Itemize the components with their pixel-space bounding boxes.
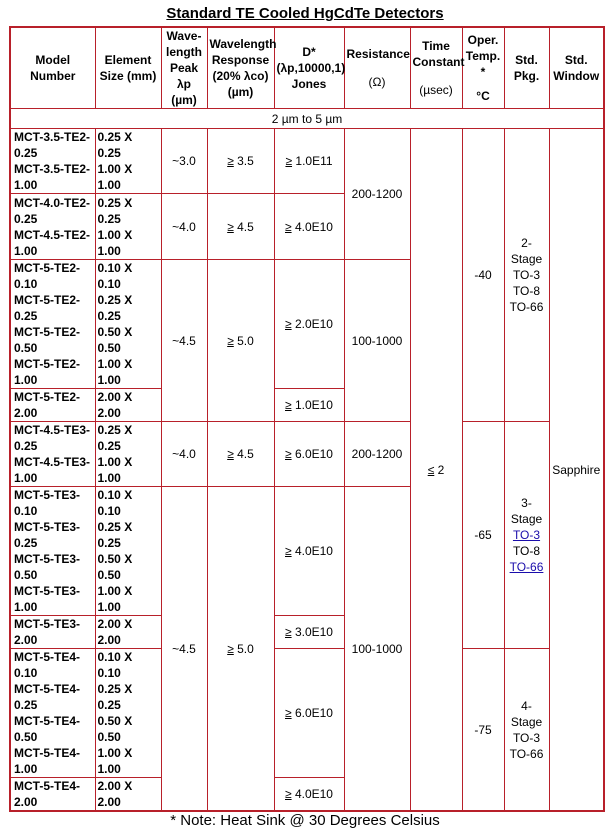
response-cell: ≥ 4.5 <box>207 422 274 487</box>
header-dstar: D* (λp,10000,1) Jones <box>274 27 344 109</box>
size-cell: 2.00 X 2.00 <box>95 616 161 649</box>
size-cell: 0.10 X 0.10 0.25 X 0.25 0.50 X 0.50 1.00 X 1.00 <box>95 487 161 616</box>
detector-spec-table <box>9 26 605 812</box>
header-row <box>10 27 604 109</box>
pkg-cell: 4-Stage TO-3 TO-66 <box>504 649 549 812</box>
dstar-cell: ≥ 1.0E11 <box>274 129 344 194</box>
model-cell: MCT-4.0-TE2-0.25 MCT-4.5-TE2-1.00 <box>10 194 95 260</box>
header-oper-temp: Oper. Temp. * °C <box>462 27 504 109</box>
header-model: Model Number <box>10 27 95 109</box>
peak-cell: ~4.5 <box>161 487 207 812</box>
resistance-cell: 100-1000 <box>344 487 410 812</box>
dstar-cell: ≥ 6.0E10 <box>274 422 344 487</box>
temp-cell: -40 <box>462 129 504 422</box>
pkg-link-to-3[interactable]: TO-3 <box>512 528 541 542</box>
table-row <box>10 422 604 487</box>
window-cell: Sapphire <box>549 129 604 812</box>
response-cell: ≥ 5.0 <box>207 487 274 812</box>
model-cell: MCT-5-TE2-2.00 <box>10 389 95 422</box>
peak-cell: ~3.0 <box>161 129 207 194</box>
resistance-cell: 200-1200 <box>344 422 410 487</box>
temp-cell: -65 <box>462 422 504 649</box>
pkg-cell: 2-Stage TO-3 TO-8 TO-66 <box>504 129 549 422</box>
response-cell: ≥ 3.5 <box>207 129 274 194</box>
dstar-cell: ≥ 4.0E10 <box>274 778 344 812</box>
size-cell: 2.00 X 2.00 <box>95 778 161 812</box>
model-cell: MCT-5-TE3-2.00 <box>10 616 95 649</box>
header-element-size: Element Size (mm) <box>95 27 161 109</box>
peak-cell: ~4.0 <box>161 422 207 487</box>
peak-cell: ~4.5 <box>161 260 207 422</box>
size-cell: 0.25 X 0.25 1.00 X 1.00 <box>95 422 161 487</box>
size-cell: 0.10 X 0.10 0.25 X 0.25 0.50 X 0.50 1.00 X 1.00 <box>95 260 161 389</box>
table-row <box>10 649 604 778</box>
dstar-cell: ≥ 2.0E10 <box>274 260 344 389</box>
header-wavelength-response: Wavelength Response (20% λco) (µm) <box>207 27 274 109</box>
header-std-pkg: Std. Pkg. <box>504 27 549 109</box>
header-time-constant: Time Constant (µsec) <box>410 27 462 109</box>
dstar-cell: ≥ 4.0E10 <box>274 194 344 260</box>
dstar-cell: ≥ 6.0E10 <box>274 649 344 778</box>
header-peak-wavelength: Wave- length Peak λp (µm) <box>161 27 207 109</box>
peak-cell: ~4.0 <box>161 194 207 260</box>
dstar-cell: ≥ 3.0E10 <box>274 616 344 649</box>
size-cell: 0.10 X 0.10 0.25 X 0.25 0.50 X 0.50 1.00 X 1.00 <box>95 649 161 778</box>
pkg-cell: 3-Stage TO-3 TO-8 TO-66 <box>504 422 549 649</box>
model-cell: MCT-5-TE3-0.10 MCT-5-TE3-0.25 MCT-5-TE3-0.50 MCT-5-TE3-1.00 <box>10 487 95 616</box>
resistance-cell: 100-1000 <box>344 260 410 422</box>
model-cell: MCT-5-TE2-0.10 MCT-5-TE2-0.25 MCT-5-TE2-0.50 MCT-5-TE2-1.00 <box>10 260 95 389</box>
time-constant-cell: ≤ 2 <box>410 129 462 812</box>
resistance-cell: 200-1200 <box>344 129 410 260</box>
temp-cell: -75 <box>462 649 504 812</box>
model-cell: MCT-4.5-TE3-0.25 MCT-4.5-TE3-1.00 <box>10 422 95 487</box>
model-cell: MCT-3.5-TE2-0.25 MCT-3.5-TE2-1.00 <box>10 129 95 194</box>
model-cell: MCT-5-TE4-2.00 <box>10 778 95 812</box>
size-cell: 2.00 X 2.00 <box>95 389 161 422</box>
dstar-cell: ≥ 4.0E10 <box>274 487 344 616</box>
pkg-link-to-66[interactable]: TO-66 <box>509 560 544 574</box>
size-cell: 0.25 X 0.25 1.00 X 1.00 <box>95 194 161 260</box>
range-row <box>10 109 604 129</box>
header-std-window: Std. Window <box>549 27 604 109</box>
heat-sink-note: * Note: Heat Sink @ 30 Degrees Celsius <box>170 812 440 829</box>
dstar-cell: ≥ 1.0E10 <box>274 389 344 422</box>
response-cell: ≥ 5.0 <box>207 260 274 422</box>
model-cell: MCT-5-TE4-0.10 MCT-5-TE4-0.25 MCT-5-TE4-0.50 MCT-5-TE4-1.00 <box>10 649 95 778</box>
range-label: 2 µm to 5 µm <box>10 109 604 129</box>
header-resistance: Resistance (Ω) <box>344 27 410 109</box>
response-cell: ≥ 4.5 <box>207 194 274 260</box>
table-row <box>10 129 604 194</box>
table-title: Standard TE Cooled HgCdTe Detectors <box>166 5 444 22</box>
size-cell: 0.25 X 0.25 1.00 X 1.00 <box>95 129 161 194</box>
